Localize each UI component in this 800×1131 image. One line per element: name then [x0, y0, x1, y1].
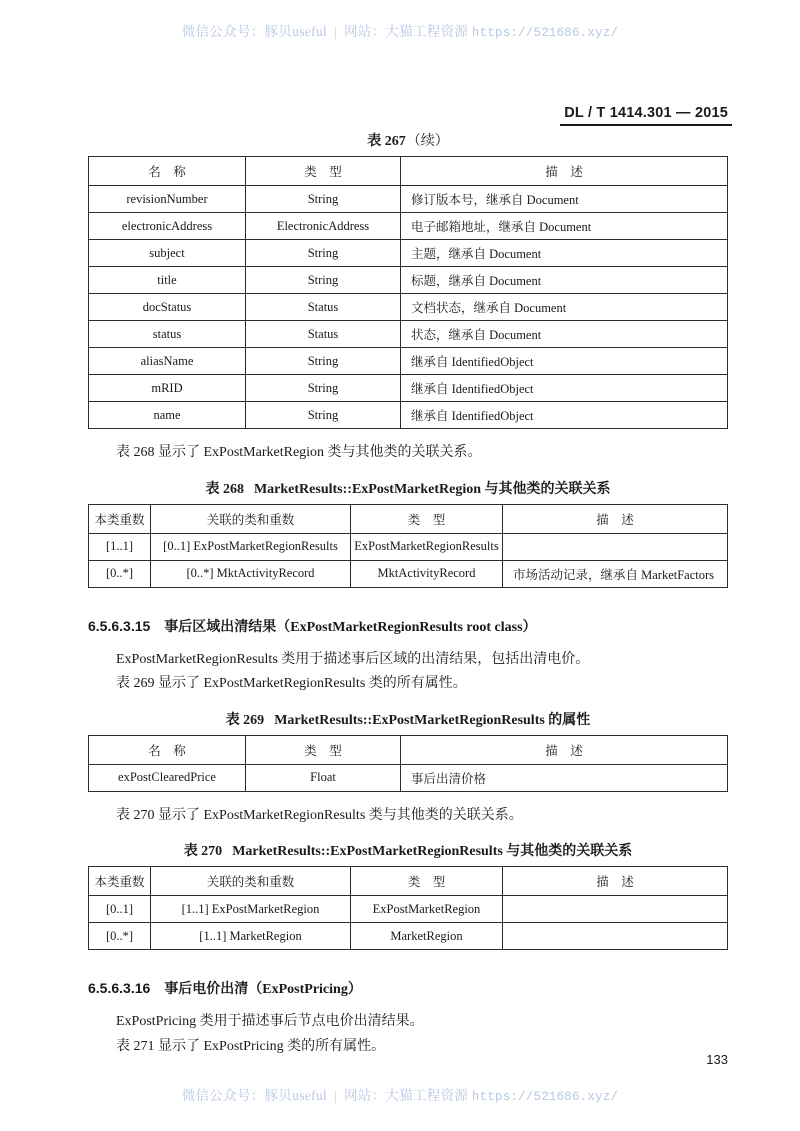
table-row — [89, 402, 728, 429]
header-rule — [560, 124, 732, 126]
cell-type: ExPostMarketRegion — [351, 896, 503, 923]
watermark-separator: | — [333, 1088, 337, 1103]
cell-name: docStatus — [89, 294, 246, 321]
cell-name: aliasName — [89, 348, 246, 375]
cell-own-multiplicity: [1..1] — [89, 533, 151, 560]
cell-description: 继承自 IdentifiedObject — [401, 402, 728, 429]
paragraph-section-15-1: ExPostMarketRegionResults 类用于描述事后区域的出清结果，包括出清电价。 — [116, 651, 590, 667]
cell-type: ExPostMarketRegionResults — [351, 533, 503, 560]
cell-type: Float — [246, 764, 401, 791]
table-269-header-row — [89, 735, 728, 764]
table-270-caption — [88, 840, 728, 860]
paragraph-table-270-intro: 表 270 显示了 ExPostMarketRegionResults 类与其他类的关联关系。 — [116, 807, 523, 823]
cell-description: 文档状态，继承自 Document — [401, 294, 728, 321]
table-row — [89, 186, 728, 213]
table-270-caption-number: 表 270 — [183, 844, 223, 859]
cell-type: Status — [246, 321, 401, 348]
page-number: 133 — [706, 1052, 728, 1067]
table-269-caption-title: MarketResults::ExPostMarketRegionResults 的属性 — [274, 712, 591, 728]
cell-type: MarketRegion — [351, 923, 503, 950]
paragraph-section-16-1: ExPostPricing 类用于描述事后节点电价出清结果。 — [116, 1014, 424, 1029]
table-269-caption — [88, 709, 728, 729]
paragraph-section-16-2: 表 271 显示了 ExPostPricing 类的所有属性。 — [116, 1038, 386, 1054]
cell-description: 修订版本号，继承自 Document — [401, 186, 728, 213]
standard-number-header — [564, 105, 728, 121]
table-269-header-type: 类 型 — [246, 735, 401, 764]
cell-own-multiplicity: [0..1] — [89, 896, 151, 923]
table-267-header-name: 名 称 — [89, 157, 246, 186]
cell-related-class: [1..1] MarketRegion — [151, 923, 351, 950]
cell-type: MktActivityRecord — [351, 560, 503, 587]
table-270 — [88, 866, 728, 950]
table-row — [89, 348, 728, 375]
watermark-separator: | — [333, 24, 337, 39]
table-row — [89, 321, 728, 348]
table-267-caption-title: （续） — [406, 134, 449, 149]
watermark-site-label: 网站：大猫工程资源 — [344, 24, 469, 39]
section-title: 事后电价出清（ExPostPricing） — [164, 982, 362, 997]
table-267-caption-number: 表 267 — [367, 134, 406, 149]
standard-number-text: DL / T 1414.301 — 2015 — [564, 105, 728, 121]
table-268-header-type: 类 型 — [351, 504, 503, 533]
watermark-url: https://521686.xyz/ — [471, 26, 619, 40]
table-row — [89, 533, 728, 560]
cell-description: 继承自 IdentifiedObject — [401, 375, 728, 402]
paragraph-section-15-2: 表 269 显示了 ExPostMarketRegionResults 类的所有属性。 — [116, 676, 467, 691]
table-267-header-type: 类 型 — [246, 157, 401, 186]
table-267-header-description: 描 述 — [401, 157, 728, 186]
cell-own-multiplicity: [0..*] — [89, 560, 151, 587]
table-269-header-description: 描 述 — [401, 735, 728, 764]
table-270-header-type: 类 型 — [351, 867, 503, 896]
table-row — [89, 294, 728, 321]
watermark-site-label: 网站：大猫工程资源 — [344, 1088, 469, 1103]
cell-name: status — [89, 321, 246, 348]
table-268-caption-title: MarketResults::ExPostMarketRegion 与其他类的关联关系 — [253, 481, 611, 497]
table-270-header-own-multiplicity: 本类重数 — [89, 867, 151, 896]
cell-description: 状态，继承自 Document — [401, 321, 728, 348]
table-269 — [88, 735, 728, 792]
watermark-url: https://521686.xyz/ — [471, 1090, 619, 1104]
table-270-header-related-class: 关联的类和重数 — [151, 867, 351, 896]
table-268-caption — [88, 478, 728, 498]
section-number: 6.5.6.3.16 — [88, 980, 151, 996]
paragraph-table-268-intro: 表 268 显示了 ExPostMarketRegion 类与其他类的关联关系。 — [116, 445, 482, 460]
watermark-wechat-label: 微信公众号：豚贝useful — [181, 1088, 327, 1103]
cell-description: 市场活动记录，继承自 MarketFactors — [503, 560, 728, 587]
watermark-bottom — [0, 1084, 800, 1104]
table-row — [89, 896, 728, 923]
table-270-header-description: 描 述 — [503, 867, 728, 896]
cell-name: subject — [89, 240, 246, 267]
cell-name: mRID — [89, 375, 246, 402]
table-268-header-description: 描 述 — [503, 504, 728, 533]
cell-name: name — [89, 402, 246, 429]
section-title: 事后区域出清结果（ExPostMarketRegionResults root class） — [164, 619, 537, 635]
cell-type: String — [246, 375, 401, 402]
table-268 — [88, 504, 728, 588]
table-270-header-row — [89, 867, 728, 896]
section-heading-6-5-6-3-15 — [88, 616, 728, 636]
cell-type: String — [246, 240, 401, 267]
cell-name: title — [89, 267, 246, 294]
cell-description: 电子邮箱地址，继承自 Document — [401, 213, 728, 240]
cell-name: revisionNumber — [89, 186, 246, 213]
cell-type: String — [246, 186, 401, 213]
watermark-top — [0, 20, 800, 40]
table-row — [89, 213, 728, 240]
table-row — [89, 764, 728, 791]
cell-name: exPostClearedPrice — [89, 764, 246, 791]
table-row — [89, 267, 728, 294]
cell-description: 事后出清价格 — [401, 764, 728, 791]
table-268-header-own-multiplicity: 本类重数 — [89, 504, 151, 533]
cell-type: String — [246, 267, 401, 294]
cell-description — [503, 923, 728, 950]
cell-name: electronicAddress — [89, 213, 246, 240]
cell-type: String — [246, 348, 401, 375]
cell-related-class: [1..1] ExPostMarketRegion — [151, 896, 351, 923]
cell-description — [503, 896, 728, 923]
table-row — [89, 375, 728, 402]
table-row — [89, 240, 728, 267]
cell-description — [503, 533, 728, 560]
table-row — [89, 923, 728, 950]
table-268-header-row — [89, 504, 728, 533]
table-267-caption — [88, 130, 728, 150]
cell-type: String — [246, 402, 401, 429]
table-267-header-row — [89, 157, 728, 186]
table-268-header-related-class: 关联的类和重数 — [151, 504, 351, 533]
cell-own-multiplicity: [0..*] — [89, 923, 151, 950]
cell-type: Status — [246, 294, 401, 321]
table-268-caption-number: 表 268 — [205, 481, 244, 497]
cell-type: ElectronicAddress — [246, 213, 401, 240]
cell-related-class: [0..*] MktActivityRecord — [151, 560, 351, 587]
table-269-caption-number: 表 269 — [225, 712, 265, 728]
cell-description: 标题，继承自 Document — [401, 267, 728, 294]
cell-description: 继承自 IdentifiedObject — [401, 348, 728, 375]
page-content — [88, 130, 728, 1059]
cell-related-class: [0..1] ExPostMarketRegionResults — [151, 533, 351, 560]
table-row — [89, 560, 728, 587]
section-heading-6-5-6-3-16 — [88, 978, 728, 998]
cell-description: 主题，继承自 Document — [401, 240, 728, 267]
table-267 — [88, 156, 728, 429]
section-number: 6.5.6.3.15 — [88, 617, 151, 634]
watermark-wechat-label: 微信公众号：豚贝useful — [181, 24, 327, 39]
table-270-caption-title: MarketResults::ExPostMarketRegionResults 与其他类的关联关系 — [232, 844, 633, 859]
table-269-header-name: 名 称 — [89, 735, 246, 764]
